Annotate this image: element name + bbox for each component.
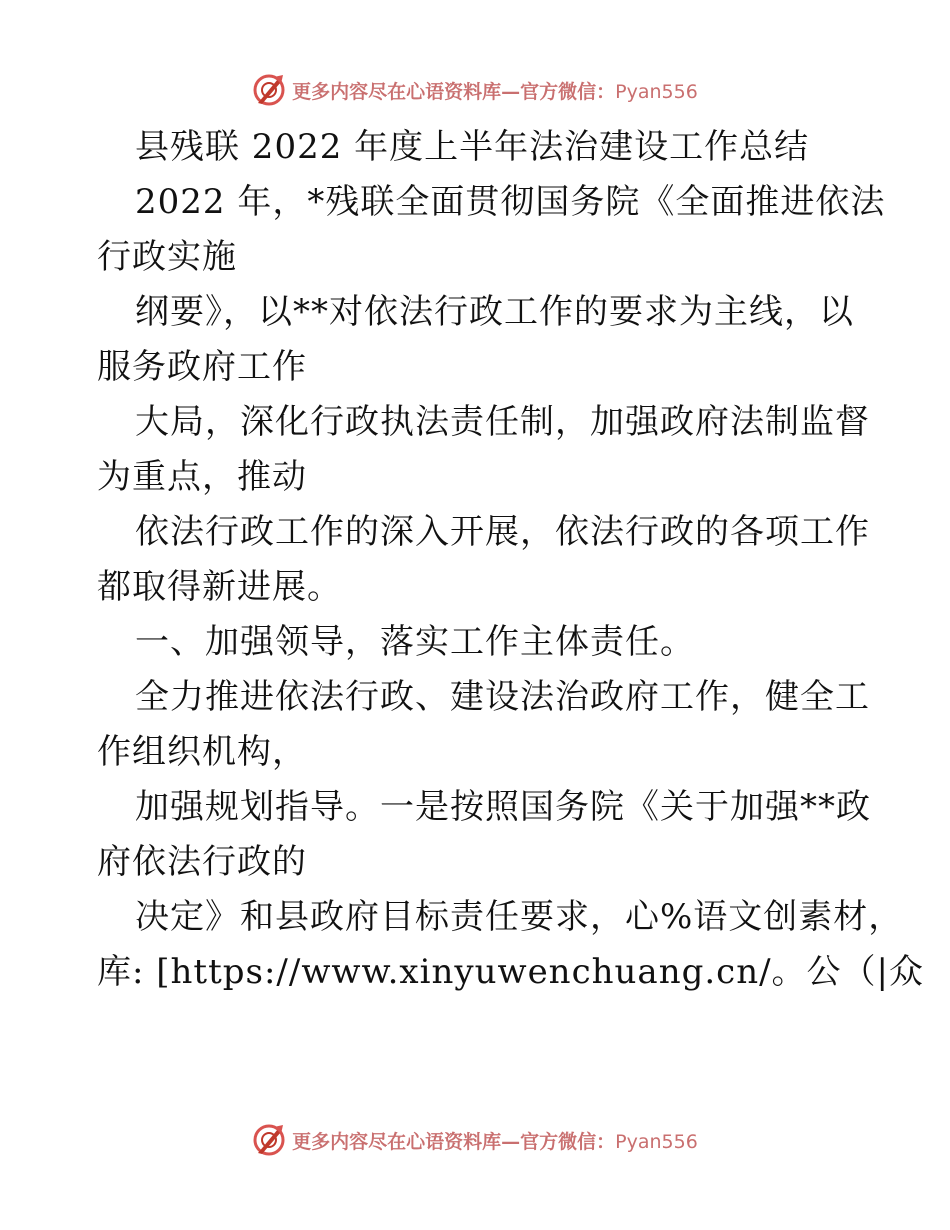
text-line: 加强规划指导。一是按照国务院《关于加强**政 — [135, 787, 871, 827]
text-line: 全力推进依法行政、建设法治政府工作，健全工 — [135, 677, 870, 717]
footer-watermark — [0, 1120, 950, 1160]
quill-logo-icon — [252, 73, 286, 107]
text-line: 决定》和县政府目标责任要求，心%语文创素材， — [135, 897, 904, 937]
text-line: 都取得新进展。 — [97, 567, 342, 607]
text-line: 依法行政工作的深入开展，依法行政的各项工作 — [135, 512, 870, 552]
text-line: 一、加强领导，落实工作主体责任。 — [135, 622, 695, 662]
document-body — [97, 120, 925, 1000]
text-line: 大局，深化行政执法责任制，加强政府法制监督 — [135, 402, 870, 442]
watermark-text: 更多内容尽在心语资料库—官方微信：Pyan556 — [292, 1130, 698, 1153]
text-line: 2022 年，*残联全面贯彻国务院《全面推进依法 — [135, 182, 886, 222]
watermark-text: 更多内容尽在心语资料库—官方微信：Pyan556 — [292, 80, 698, 103]
header-watermark — [0, 70, 950, 110]
text-line: 纲要》，以**对依法行政工作的要求为主线，以 — [135, 292, 854, 332]
text-line: 作组织机构， — [97, 732, 307, 772]
text-line: 府依法行政的 — [97, 842, 307, 882]
text-line: 为重点，推动 — [97, 457, 307, 497]
text-line: 行政实施 — [97, 237, 237, 277]
text-line: 服务政府工作 — [97, 347, 307, 387]
text-line: 县残联 2022 年度上半年法治建设工作总结 — [135, 127, 810, 167]
text-line: 库: [https://www.xinyuwenchuang.cn/。公（|众 — [97, 952, 925, 992]
quill-logo-icon — [252, 1123, 286, 1157]
